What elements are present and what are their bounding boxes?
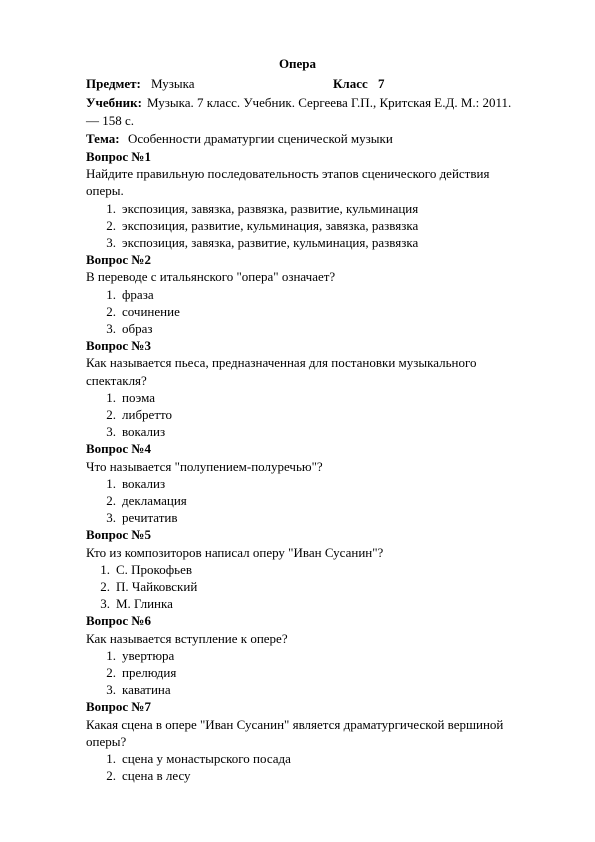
topic-label: Тема:: [86, 131, 120, 146]
answer-option: [96, 493, 187, 508]
answer-option-number: 1.: [106, 389, 116, 405]
answer-option-number: 1.: [106, 647, 116, 663]
answer-option: [90, 596, 173, 611]
answer-option-text: сцена у монастырского посада: [122, 751, 291, 766]
answer-option: [96, 304, 180, 319]
answer-option-text: фраза: [122, 286, 154, 302]
answer-option: [96, 321, 153, 336]
answer-option-text: экспозиция, завязка, развитие, кульминация, развязка: [122, 235, 419, 250]
question-text: Какая сцена в опере "Иван Сусанин" является драматургической вершиной: [86, 716, 504, 732]
answer-option-text: экспозиция, развитие, кульминация, завязка, развязка: [122, 217, 419, 233]
answer-option: [96, 218, 418, 233]
question-text: Кто из композиторов написал оперу "Иван Сусанин"?: [86, 544, 384, 560]
question-text: В переводе с итальянского "опера" означает?: [86, 269, 336, 285]
class-label: Класс: [333, 76, 368, 91]
answer-option-text: речитатив: [122, 510, 178, 526]
answer-option-number: 2.: [106, 768, 116, 784]
answer-option-text: П. Чайковский: [116, 579, 198, 594]
textbook-label: Учебник:: [86, 95, 142, 110]
answer-option-number: 2.: [106, 665, 116, 680]
question-heading: Вопрос №2: [86, 252, 151, 268]
answer-option: [96, 682, 171, 697]
topic-value: Особенности драматургии сценической музыки: [128, 131, 393, 146]
answer-option: [96, 287, 154, 302]
answer-option-number: 1.: [100, 561, 110, 577]
answer-option-text: поэма: [122, 389, 155, 405]
answer-option: [90, 579, 197, 594]
textbook-line-2: — 158 с.: [86, 113, 135, 128]
question-text: оперы?: [86, 733, 127, 749]
answer-option-number: 1.: [106, 200, 116, 216]
answer-option: [96, 390, 155, 405]
answer-option-text: сочинение: [122, 303, 180, 319]
question-text: оперы.: [86, 183, 124, 199]
answer-option-text: экспозиция, завязка, развязка, развитие, кульминация: [122, 200, 419, 216]
question-heading: Вопрос №1: [86, 149, 151, 164]
answer-option: [96, 648, 174, 663]
answer-option-number: 2.: [100, 579, 110, 594]
question-heading: Вопрос №3: [86, 338, 151, 354]
question-text: Что называется "полупением-полуречью"?: [86, 458, 323, 474]
answer-option-text: декламация: [122, 493, 187, 508]
answer-option-number: 1.: [106, 751, 116, 766]
answer-option-text: либретто: [122, 407, 173, 422]
class-value: 7: [378, 76, 385, 91]
subject-label: Предмет:: [86, 76, 141, 91]
answer-option-number: 2.: [106, 407, 116, 422]
answer-option: [96, 665, 176, 680]
answer-option-number: 1.: [106, 475, 116, 491]
question-heading: Вопрос №6: [86, 613, 151, 629]
question-text: Как называется вступление к опере?: [86, 630, 288, 646]
answer-option-text: С. Прокофьев: [116, 561, 192, 577]
question-text: спектакля?: [86, 372, 147, 388]
answer-option: [90, 562, 192, 577]
question-heading: Вопрос №7: [86, 699, 151, 715]
answer-option: [96, 407, 172, 422]
answer-option-text: вокализ: [122, 475, 166, 491]
answer-option: [96, 201, 418, 216]
answer-option: [96, 768, 191, 783]
answer-option-text: М. Глинка: [116, 596, 173, 612]
answer-option-number: 3.: [106, 235, 116, 250]
answer-option-number: 2.: [106, 493, 116, 508]
answer-option-number: 3.: [106, 321, 116, 336]
question-text: Как называется пьеса, предназначенная для постановки музыкального: [86, 355, 477, 371]
textbook-line-1: Музыка. 7 класс. Учебник. Сергеева Г.П., Критская Е.Д. М.: 2011.: [147, 95, 512, 110]
answer-option-text: прелюдия: [122, 665, 177, 680]
question-heading: Вопрос №4: [86, 441, 151, 457]
answer-option-number: 2.: [106, 217, 116, 233]
answer-option-text: увертюра: [122, 647, 175, 663]
answer-option: [96, 476, 165, 491]
answer-option: [96, 235, 418, 250]
question-text: Найдите правильную последовательность этапов сценического действия: [86, 166, 490, 182]
answer-option-text: сцена в лесу: [122, 768, 191, 784]
answer-option-number: 3.: [100, 596, 110, 612]
subject-value: Музыка: [151, 76, 195, 91]
answer-option-number: 3.: [106, 424, 116, 440]
answer-option-number: 3.: [106, 682, 116, 698]
answer-option-text: вокализ: [122, 424, 166, 440]
question-heading: Вопрос №5: [86, 527, 151, 543]
answer-option: [96, 751, 291, 766]
answer-option-text: каватина: [122, 682, 171, 698]
answer-option-number: 1.: [106, 286, 116, 302]
page-title: Опера: [278, 56, 317, 71]
answer-option: [96, 510, 178, 525]
answer-option-text: образ: [122, 321, 153, 336]
answer-option: [96, 424, 165, 439]
answer-option-number: 2.: [106, 303, 116, 319]
answer-option-number: 3.: [106, 510, 116, 526]
